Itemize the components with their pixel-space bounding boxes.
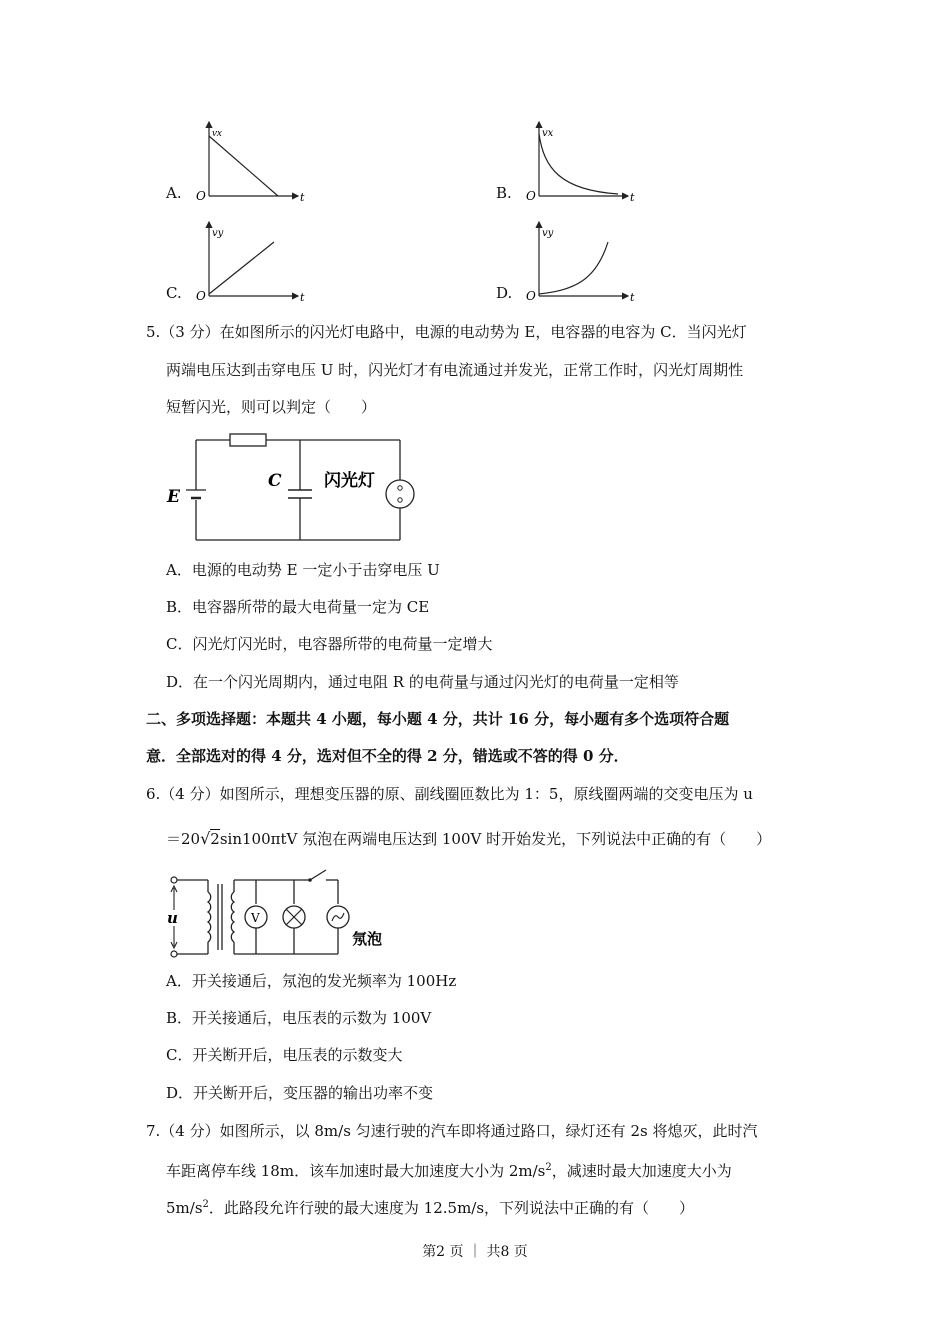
option-label: B. — [496, 184, 512, 202]
q7-line3-b: ．此路段允许行驶的最大速度为 12.5m/s，下列说法中正确的有（ ） — [208, 1199, 695, 1217]
q6-stem-line2 — [166, 829, 771, 849]
primary-coil-icon — [208, 892, 211, 942]
q6-option-a: A．开关接通后，氖泡的发光频率为 100Hz — [166, 972, 457, 990]
option-label: A. — [166, 184, 182, 202]
axis-x-label: t — [630, 291, 635, 304]
axis-y-label: vx — [212, 127, 222, 139]
q6-option-d: D．开关断开后，变压器的输出功率不变 — [166, 1084, 434, 1102]
lamp-label: 闪光灯 — [324, 471, 375, 491]
neon-label: 氖泡 — [352, 930, 383, 948]
flash-lamp-icon — [386, 480, 414, 508]
secondary-coil-icon — [231, 892, 234, 942]
flash-lamp-circuit-diagram — [160, 428, 420, 548]
q4-option-d — [490, 218, 650, 308]
resistor-icon — [230, 434, 266, 446]
axis-x-label: t — [300, 291, 305, 304]
axis-y-label: vy — [212, 228, 224, 239]
capacitor-label: C — [268, 471, 282, 491]
q7-stem-line1: 7.（4 分）如图所示，以 8m/s 匀速行驶的汽车即将通过路口，绿灯还有 2s 将熄灭，此时汽 — [146, 1122, 758, 1140]
transformer-circuit-diagram — [160, 866, 420, 966]
q7-stem-line3 — [166, 1195, 694, 1218]
graph-vy-exponential-growth — [520, 218, 650, 308]
axis-y-label: vy — [542, 228, 554, 239]
q6-stem-line1: 6.（4 分）如图所示，理想变压器的原、副线圈匝数比为 1：5，原线圈两端的交变电压为 u — [146, 785, 753, 803]
q5-option-d: D．在一个闪光周期内，通过电阻 R 的电荷量与通过闪光灯的电荷量一定相等 — [166, 673, 679, 691]
input-voltage-label: u — [167, 909, 178, 927]
q6-line2-rest: sin100πtV 氖泡在两端电压达到 100V 时开始发光，下列说法中正确的有（ ） — [219, 830, 772, 848]
section2-heading-line2: 意．全部选对的得 4 分，选对但不全的得 2 分，错选或不答的得 0 分． — [146, 747, 629, 765]
q6-option-c: C．开关断开后，电压表的示数变大 — [166, 1046, 403, 1064]
graph-vy-linear-increase — [190, 218, 320, 308]
axis-y-label: vx — [542, 128, 554, 139]
q5-stem-line1: 5.（3 分）在如图所示的闪光灯电路中，电源的电动势为 E，电容器的电容为 C．当闪光灯 — [146, 323, 747, 341]
q7-stem-line2 — [166, 1158, 732, 1181]
q4-option-a — [160, 118, 320, 208]
switch-icon — [310, 870, 326, 880]
q5-stem-line3: 短暂闪光，则可以判定（ ） — [166, 398, 377, 416]
page-footer: 第2 页 ｜ 共8 页 — [422, 1244, 528, 1260]
section2-heading-line1: 二、多项选择题：本题共 4 小题，每小题 4 分，共计 16 分，每小题有多个选项符合题 — [146, 710, 730, 728]
voltmeter-label: V — [251, 911, 260, 925]
origin-label: O — [196, 189, 206, 203]
origin-label: O — [526, 189, 536, 203]
emf-label: E — [167, 487, 180, 507]
q7-line3-a: 5m/s — [166, 1199, 203, 1217]
q5-option-c: C．闪光灯闪光时，电容器所带的电荷量一定增大 — [166, 635, 493, 653]
graph-vx-linear-decrease — [190, 118, 320, 208]
axis-x-label: t — [630, 191, 635, 204]
q6-sqrt-value: 2 — [210, 830, 220, 848]
axis-x-label: t — [300, 191, 305, 204]
option-label: C. — [166, 284, 182, 302]
q7-line3-sup: 2 — [202, 1199, 209, 1210]
q5-option-a: A．电源的电动势 E 一定小于击穿电压 U — [166, 561, 440, 579]
sqrt-icon: √ — [200, 829, 211, 848]
option-label: D. — [496, 284, 513, 302]
q4-option-b — [490, 118, 650, 208]
q7-line2-a: 车距离停车线 18m．该车加速时最大加速度大小为 2m/s — [166, 1162, 546, 1180]
origin-label: O — [526, 289, 536, 303]
q6-line2-prefix: ＝20 — [166, 830, 201, 848]
origin-label: O — [196, 289, 206, 303]
q7-line2-b: ，减速时最大加速度大小为 — [551, 1162, 732, 1180]
q5-stem-line2: 两端电压达到击穿电压 U 时，闪光灯才有电流通过并发光，正常工作时，闪光灯周期性 — [166, 361, 744, 379]
q7-line2-sup: 2 — [545, 1162, 552, 1173]
q5-option-b: B．电容器所带的最大电荷量一定为 CE — [166, 598, 430, 616]
q6-option-b: B．开关接通后，电压表的示数为 100V — [166, 1009, 432, 1027]
graph-vx-exponential-decay — [520, 118, 650, 208]
q4-option-c — [160, 218, 320, 308]
